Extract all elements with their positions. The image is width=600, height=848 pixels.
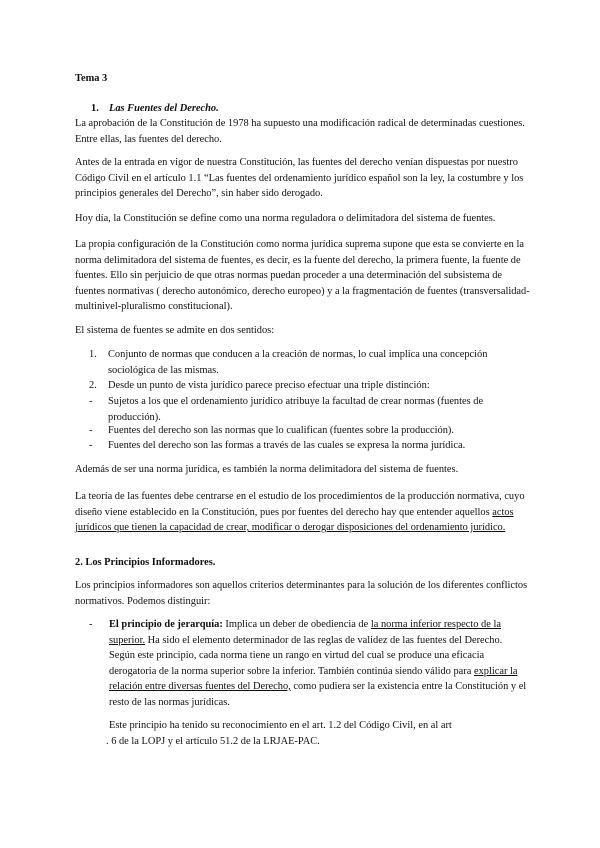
principle-body: Implica un deber de obediencia de [222,619,371,630]
section-1-heading [91,101,531,117]
list-text: Sujetos a los que el ordenamiento jurídico atribuye la facultad de crear normas (fuentes de producción). [108,396,484,423]
underlined-text: actos jurídicos que tienen la capacidad de crear, modificar o derogar disposiciones del ordenamiento jurídico. [75,506,514,533]
paragraph-line: . 6 de la LOPJ y el artículo 51.2 de la LRJAE-PAC. [106,736,320,747]
section-2-heading: 2. Los Principios Informadores. [75,557,216,568]
paragraph-line: Este principio ha tenido su reconocimiento en el art. 1.2 del Código Civil, en al art [109,720,452,731]
principle-text [109,617,530,710]
list-text: Conjunto de normas que conducen a la creación de normas, lo cual implica una concepción sociológica de las mismas. [108,349,488,376]
paragraph [75,489,530,536]
list-text: Fuentes del derecho son las normas que lo cualifican (fuentes sobre la producción). [108,425,454,436]
list-text: Fuentes del derecho son las formas a través de las cuales se expresa la norma jurídica. [108,440,466,451]
list-marker: - [89,396,93,407]
topic-label: Tema 3 [75,73,108,84]
paragraph: Además de ser una norma jurídica, es también la norma delimitadora del sistema de fuentes. [75,464,459,475]
section-1-number: 1. [91,103,99,114]
paragraph: La propia configuración de la Constitución como norma jurídica suprema supone que esta se convierte en la norma delimitadora del sistema de fuentes, es decir, es la fuente del derecho, la primera fuente, la fuente de fuentes. Ello sin perjuicio de que otras normas puedan proceder a una determinación del subsistema de fuentes normativas ( derecho autonómico, derecho europeo) y a la fragmentación de fuentes (transversalidad- multinivel-pluralismo constitucional). [75,239,530,312]
section-1-title: Las Fuentes del Derecho. [109,103,219,114]
principle-body: Ha sido el elemento determinador de las reglas de validez de las fuentes del Derecho. Según este principio, cada norma tiene un rango en virtud del cual se produce una eficacia derogatoria de la norma superior sobre la inferior. También continúa siendo válido para [109,634,503,677]
list-marker: - [89,619,93,630]
list-text: Desde un punto de vista jurídico parece preciso efectuar una triple distinción: [108,380,430,391]
list-marker: 1. [89,349,97,360]
paragraph: Antes de la entrada en vigor de nuestra Constitución, las fuentes del derecho venían dispuestas por nuestro Código Civil en el artículo 1.1 “Las fuentes del ordenamiento jurídico español son la ley, la costumbre y los principios generales del Derecho”, sin haber sido derogado. [75,157,524,199]
list-marker: - [89,440,93,451]
underlined-text: explicar la relación entre diversas fuentes del Derecho, [109,665,518,692]
principle-term: El principio de jerarquía: [109,619,223,630]
paragraph: Los principios informadores son aquellos criterios determinantes para la solución de los diferentes conflictos normativos. Podemos distinguir: [75,580,528,607]
underlined-text: la norma inferior respecto de la superior. [109,619,501,646]
list-marker: 2. [89,380,97,391]
paragraph: Hoy día, la Constitución se define como una norma reguladora o delimitadora del sistema de fuentes. [75,213,496,224]
principle-body: como pudiera ser la existencia entre la Constitución y el resto de las normas jurídicas. [109,681,527,708]
paragraph-text: La teoría de las fuentes debe centrarse en el estudio de los procedimientos de la producción normativa, cuyo diseño viene establecido en la Constitución, pues por fuentes del derecho hay que entender aquellos [75,491,525,518]
paragraph: El sistema de fuentes se admite en dos sentidos: [75,325,275,336]
paragraph: La aprobación de la Constitución de 1978 ha supuesto una modificación radical de determinadas cuestiones. Entre ellas, las fuentes del derecho. [75,118,525,145]
list-marker: - [89,425,93,436]
